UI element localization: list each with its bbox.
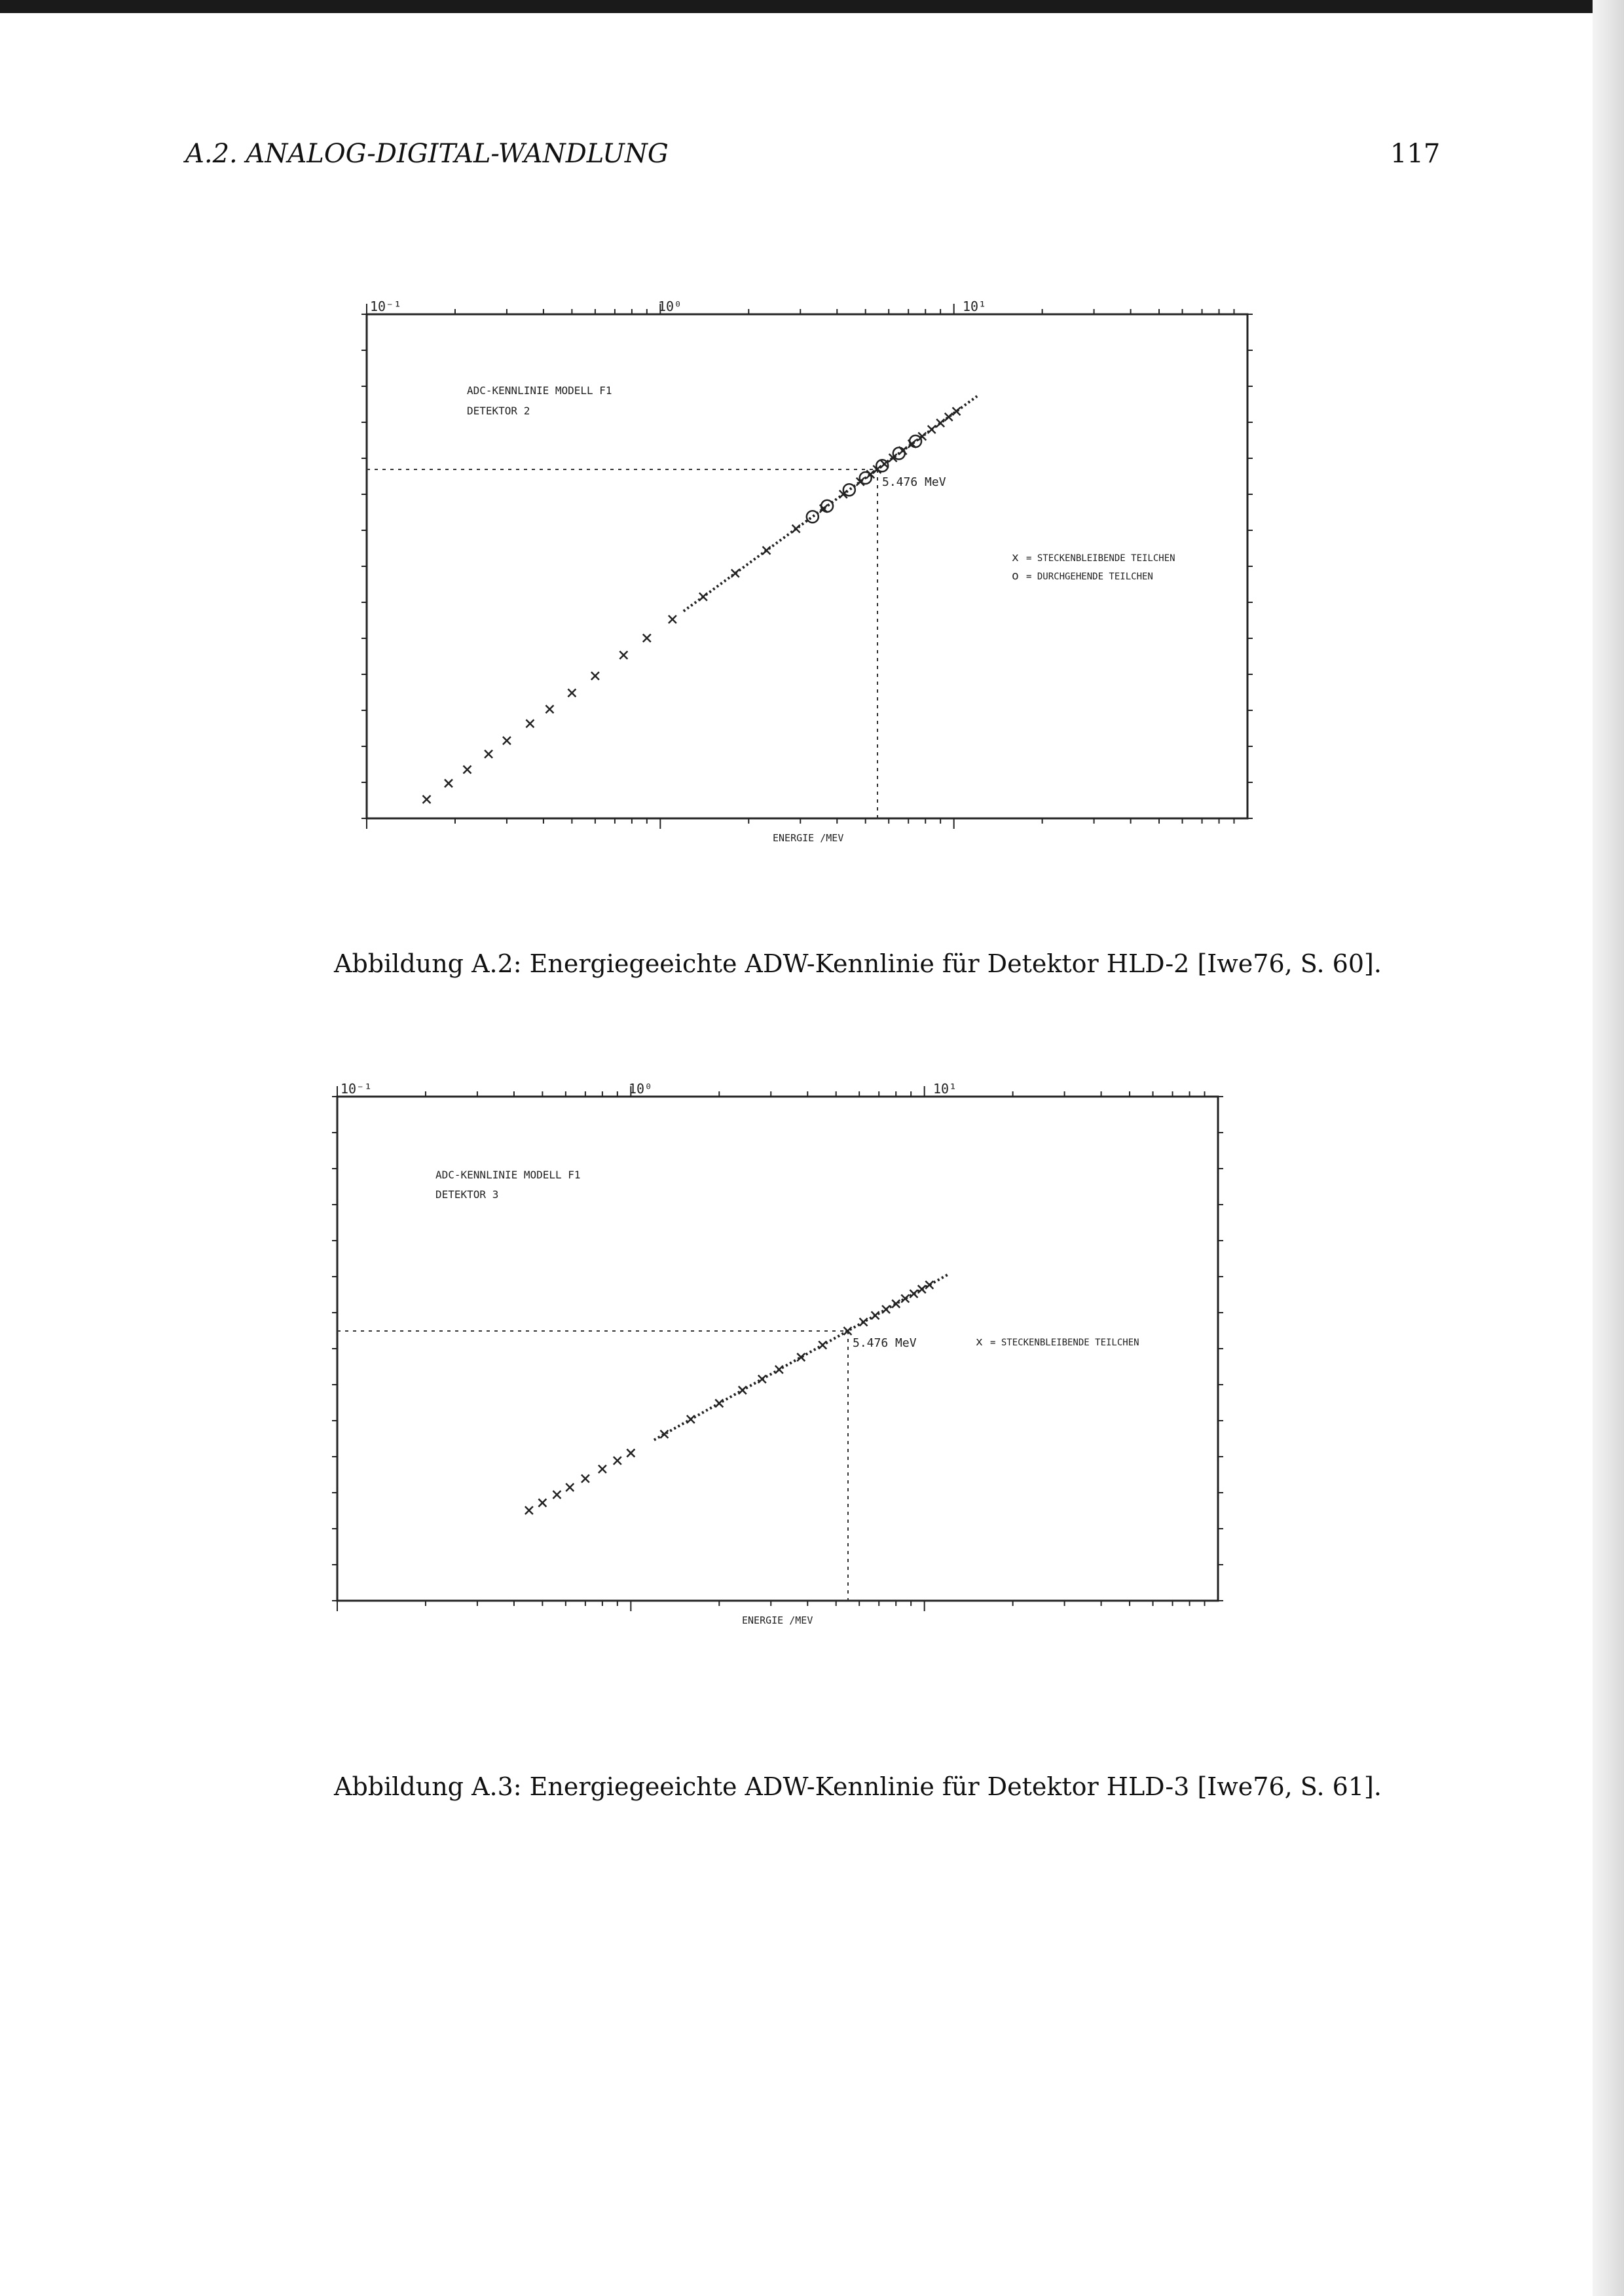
data-point-stopped [545, 705, 553, 713]
plot-title-line1: ADC-KENNLINIE MODELL F1 [467, 384, 612, 397]
figure-a3-svg [321, 1080, 1244, 1650]
data-point-stopped [503, 737, 511, 744]
data-point-stopped [953, 407, 961, 415]
data-series [525, 1275, 948, 1514]
data-point-stopped [464, 766, 471, 774]
data-point-stopped [526, 720, 534, 727]
legend-label-stopped: = STECKENBLEIBENDE TEILCHEN [1026, 553, 1175, 564]
data-point-stopped [445, 779, 452, 787]
figure-a2-caption: Abbildung A.2: Energiegeeichte ADW-Kennlinie für Detektor HLD-2 [Iwe76, S. 60]. [334, 949, 1382, 978]
figure-a2-plot [350, 298, 1274, 867]
plot-title-line1: ADC-KENNLINIE MODELL F1 [435, 1169, 581, 1181]
legend-symbol-stopped: x [1012, 551, 1019, 564]
data-point-stopped [423, 795, 431, 803]
legend-symbol-through: o [1012, 569, 1019, 583]
running-header-section: A.2. ANALOG-DIGITAL-WANDLUNG [185, 139, 669, 169]
data-point-stopped [797, 1353, 805, 1361]
x-axis-label: ENERGIE /MEV [773, 832, 844, 844]
data-point-stopped [581, 1475, 589, 1483]
ref-energy-label: 5.476 MeV [853, 1336, 917, 1350]
plot-title-line2: DETEKTOR 2 [467, 405, 530, 417]
bottom-axis-ticks [367, 818, 1234, 829]
data-point-stopped [669, 615, 676, 623]
data-point-stopped [599, 1465, 606, 1473]
data-point-stopped [553, 1491, 561, 1499]
decade-label-left: 10⁻¹ [370, 299, 402, 314]
page-number: 117 [1390, 139, 1441, 169]
decade-label-right: 10¹ [963, 299, 987, 314]
decade-label-right: 10¹ [933, 1081, 957, 1097]
scan-border-top [0, 0, 1624, 13]
top-axis-ticks [337, 1086, 1204, 1097]
legend-label-stopped: = STECKENBLEIBENDE TEILCHEN [990, 1338, 1139, 1348]
scan-shadow-right [1593, 0, 1624, 2296]
figure-a2-svg [350, 298, 1274, 867]
data-point-stopped [591, 672, 599, 680]
data-point-stopped [614, 1457, 621, 1465]
x-axis-label: ENERGIE /MEV [742, 1614, 813, 1626]
data-point-stopped [538, 1499, 546, 1506]
figure-a3-plot [321, 1080, 1244, 1650]
data-point-stopped [627, 1449, 635, 1457]
data-point-stopped [566, 1484, 574, 1491]
plot-title-line2: DETEKTOR 3 [435, 1188, 499, 1201]
data-point-stopped [485, 750, 492, 758]
legend-label-through: = DURCHGEHENDE TEILCHEN [1026, 572, 1153, 582]
data-point-stopped [643, 634, 651, 642]
data-point-stopped [619, 651, 627, 659]
top-axis-ticks [367, 304, 1234, 314]
legend-symbol-stopped: x [976, 1335, 983, 1349]
data-point-stopped [568, 689, 576, 697]
decade-label-mid: 10⁰ [629, 1081, 653, 1097]
decade-label-mid: 10⁰ [658, 299, 682, 314]
ref-energy-label: 5.476 MeV [882, 475, 946, 489]
data-series [423, 396, 978, 803]
data-point-stopped [525, 1506, 533, 1514]
bottom-axis-ticks [337, 1601, 1204, 1611]
figure-a3-caption: Abbildung A.3: Energiegeeichte ADW-Kennlinie für Detektor HLD-3 [Iwe76, S. 61]. [334, 1772, 1382, 1801]
decade-label-left: 10⁻¹ [341, 1081, 373, 1097]
